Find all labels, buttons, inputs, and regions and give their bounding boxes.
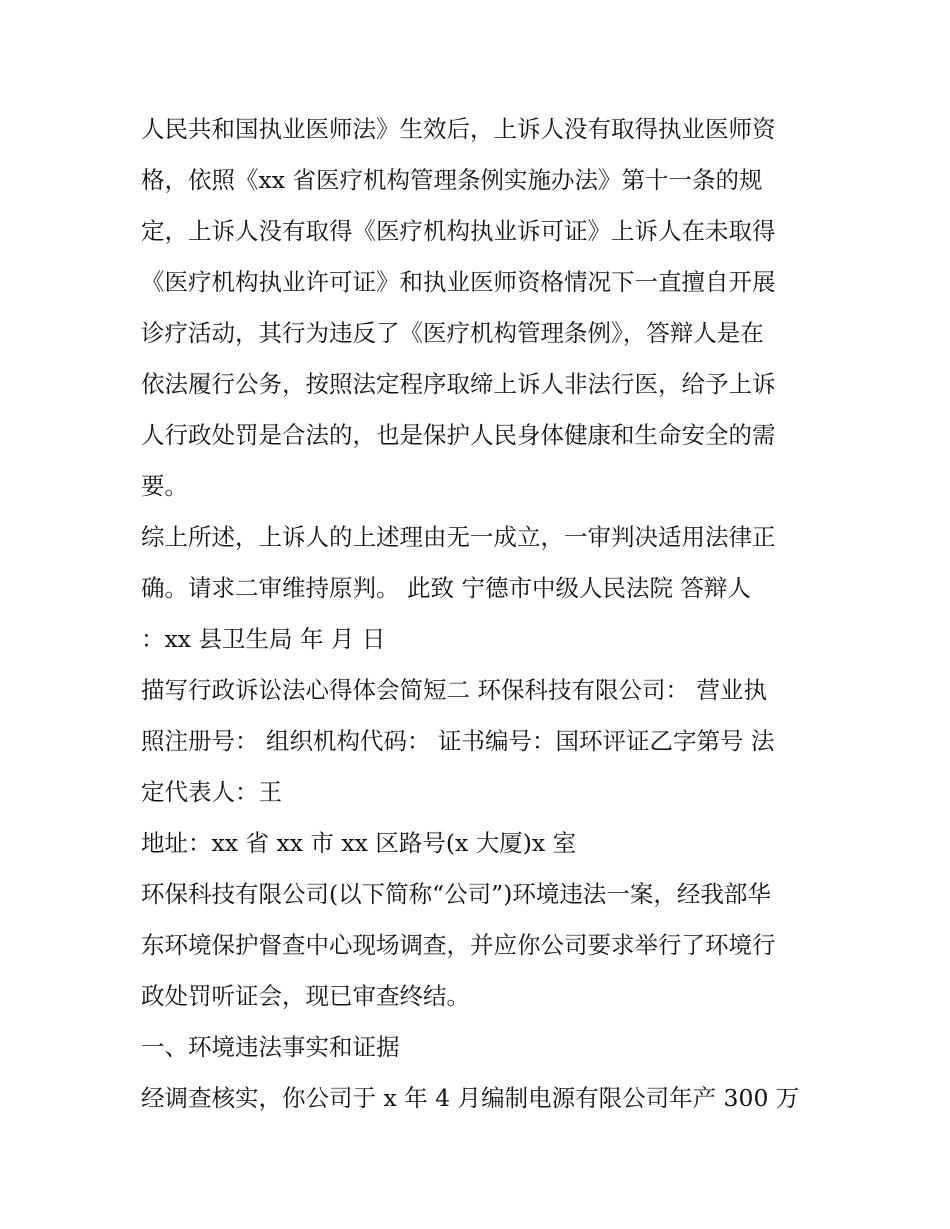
text-line: 确。请求二审维持原判。 此致 宁德市中级人民法院 答辩人 bbox=[141, 574, 751, 602]
text-line: ：xx 县卫生局 年 月 日 bbox=[141, 625, 386, 653]
text-line: 描写行政诉讼法心得体会简短二 环保科技有限公司： 营业执 bbox=[141, 676, 767, 704]
section-heading: 一、环境违法事实和证据 bbox=[141, 1033, 400, 1061]
text-line: 《医疗机构执业许可证》和执业医师资格情况下一直擅自开展 bbox=[141, 268, 776, 296]
text-line: 环保科技有限公司(以下简称“公司”)环境违法一案，经我部华 bbox=[141, 880, 771, 908]
text-line: 要。 bbox=[141, 472, 188, 500]
text-line: 定，上诉人没有取得《医疗机构执业诉可证》上诉人在未取得 bbox=[141, 217, 776, 245]
text-line: 格，依照《xx 省医疗机构管理条例实施办法》第十一条的规 bbox=[141, 166, 763, 194]
text-line: 人行政处罚是合法的，也是保护人民身体健康和生命安全的需 bbox=[141, 421, 776, 449]
text-line: 定代表人：王 bbox=[141, 778, 282, 806]
text-line: 经调查核实，你公司于 x 年 4 月编制电源有限公司年产 300 万 bbox=[141, 1084, 800, 1112]
text-line: 诊疗活动，其行为违反了《医疗机构管理条例》，答辩人是在 bbox=[141, 319, 764, 347]
text-line: 依法履行公务，按照法定程序取缔上诉人非法行医，给予上诉 bbox=[141, 370, 776, 398]
text-line: 政处罚听证会，现已审查终结。 bbox=[141, 982, 470, 1010]
text-line: 照注册号： 组织机构代码： 证书编号：国环评证乙字第号 法 bbox=[141, 727, 775, 755]
text-line: 人民共和国执业医师法》生效后，上诉人没有取得执业医师资 bbox=[141, 115, 776, 143]
text-line: 综上所述，上诉人的上述理由无一成立，一审判决适用法律正 bbox=[141, 523, 776, 551]
text-line: 东环境保护督查中心现场调查，并应你公司要求举行了环境行 bbox=[141, 931, 776, 959]
document-body bbox=[141, 104, 821, 1124]
text-line: 地址：xx 省 xx 市 xx 区路号(x 大厦)x 室 bbox=[141, 829, 577, 857]
